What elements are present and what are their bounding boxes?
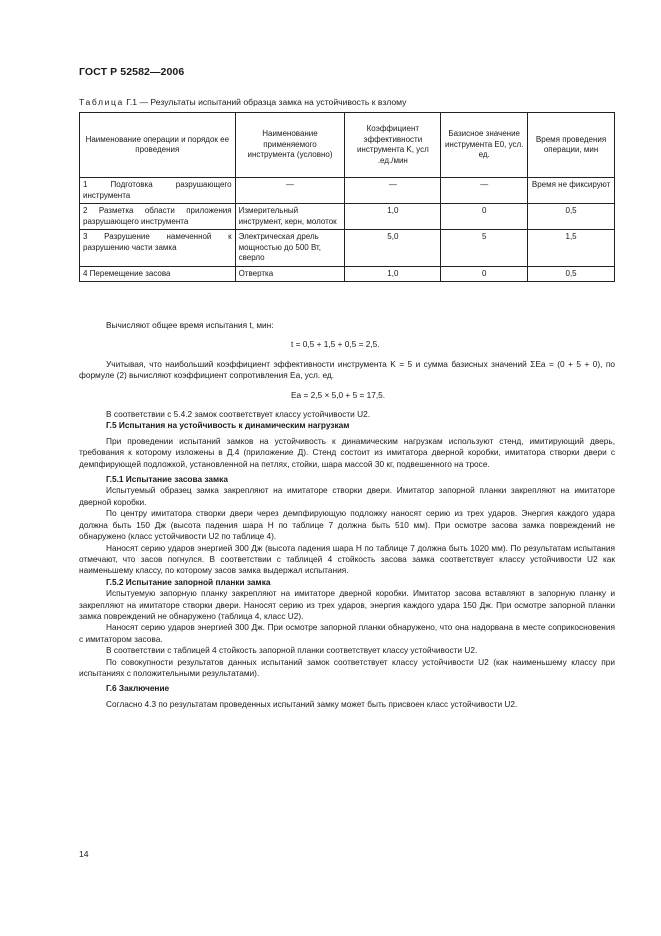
formula-total-time: t = 0,5 + 1,5 + 0,5 = 2,5. xyxy=(291,339,380,350)
paragraph: Согласно 4.3 по результатам проведенных испытаний замку может быть присвоен класс устойчивости U2. xyxy=(106,698,518,709)
table-header-cell: Наименование применяемого инструмента (условно) xyxy=(235,113,345,178)
paragraph: Наносят серию ударов энергией 300 Дж (высота падения шара H по таблице 7 должна быть 1020 мм). По результатам испытания отмечают, что засов погнулся. В соответствии с таблицей 4 стойкость засова замка соответствует классу устойчивости U2 как наименьшему классу, по которому засов замка выдержал испытания. xyxy=(79,542,615,576)
paragraph: В соответствии с 5.4.2 замок соответствует классу устойчивости U2. xyxy=(106,409,370,420)
table-cell: 1,0 xyxy=(345,266,441,282)
paragraph: По центру имитатора створки двери через демпфирующую подложку наносят серию из трех ударов. Энергия каждого удара должна быть 150 Дж (высота падения шара H по таблице 7 должна быть 510 мм). При осмотре засова замка повреждений не обнаружено (класс устойчивости U2 по таблице 4). xyxy=(79,508,615,542)
table-cell: 5,0 xyxy=(345,230,441,267)
table-header-cell: Коэффициент эффективности инструмента K, усл .ед./мин xyxy=(345,113,441,178)
body-text xyxy=(79,320,615,710)
table-cell: 1,5 xyxy=(528,230,615,267)
table-cell: 5 xyxy=(441,230,528,267)
table-cell: 0 xyxy=(441,266,528,282)
table-cell: 2 Разметка области приложения разрушающего инструмента xyxy=(80,204,236,230)
table-row xyxy=(80,266,615,282)
page-number: 14 xyxy=(79,849,89,859)
paragraph: Наносят серию ударов энергией 300 Дж. При осмотре запорной планки обнаружено, что она надорвана в месте соприкосновения с имитатором засова. xyxy=(79,622,615,644)
table-row xyxy=(80,178,615,204)
table-header-row xyxy=(80,113,615,178)
paragraph: В соответствии с таблицей 4 стойкость запорной планки соответствует классу устойчивости U2. xyxy=(106,645,478,656)
table-cell: 3 Разрушение намеченной к разрушению части замка xyxy=(80,230,236,267)
table-header-cell: Наименование операции и порядок ее проведения xyxy=(80,113,236,178)
table-cell: Электрическая дрель мощностью до 500 Вт, сверло xyxy=(235,230,345,267)
section-heading: Г.5.1 Испытание засова замка xyxy=(106,474,228,485)
paragraph: Учитывая, что наибольший коэффициент эффективности инструмента K = 5 и сумма базисных значений ΣEa = (0 + 5 + 0), по формуле (2) вычисляют коэффициент сопротивления Ea, усл. ед. xyxy=(79,358,615,381)
table-cell: Измерительный инструмент, керн, молоток xyxy=(235,204,345,230)
table-caption-text: Г.1 — Результаты испытаний образца замка на устойчивость к взлому xyxy=(126,97,407,107)
section-heading: Г.6 Заключение xyxy=(106,683,170,694)
table-cell: 4 Перемещение засова xyxy=(80,266,236,282)
paragraph: Испытуемый образец замка закрепляют на имитаторе створки двери. Имитатор запорной планки закрепляют на имитаторе дверной коробки. xyxy=(79,485,615,507)
table-caption-label: Таблица xyxy=(79,97,124,107)
paragraph: По совокупности результатов данных испытаний замок соответствует классу устойчивости U2 (как наименьшему классу при испытаниях с положительными результатами). xyxy=(79,656,615,678)
section-heading: Г.5 Испытания на устойчивость к динамическим нагрузкам xyxy=(106,420,350,431)
table-row xyxy=(80,230,615,267)
document-code: ГОСТ Р 52582—2006 xyxy=(79,66,185,78)
table-cell: Отвертка xyxy=(235,266,345,282)
section-heading: Г.5.2 Испытание запорной планки замка xyxy=(106,576,271,587)
table-cell: 0,5 xyxy=(528,204,615,230)
table-cell: 0 xyxy=(441,204,528,230)
table-cell: — xyxy=(345,178,441,204)
paragraph: При проведении испытаний замков на устойчивость к динамическим нагрузкам используют стенд, имитирующий дверь, требования к которому изложены в Д.4 (приложение Д). Стенд состоит из имитатора дверной коробки, имитатора створки двери с демпфирующей подложкой, установленной на петлях, стойки, шара массой 30 кг, подвешенного на тросе. xyxy=(79,435,615,469)
table-cell: 1 Подготовка разрушающего инструмента xyxy=(80,178,236,204)
paragraph: Вычисляют общее время испытания t, мин: xyxy=(106,320,274,330)
table-cell: 1,0 xyxy=(345,204,441,230)
table-cell: — xyxy=(441,178,528,204)
table-header-cell: Время проведения операции, мин xyxy=(528,113,615,178)
table-cell: 0,5 xyxy=(528,266,615,282)
table-cell: — xyxy=(235,178,345,204)
paragraph: Испытуемую запорную планку закрепляют на имитаторе дверной коробки. Имитатор засова вставляют в запорную планку и закрепляют на имитаторе створки двери. Наносят серию из трех ударов, энергия каждого удара 150 Дж. При осмотре запорной планки замка повреждений не обнаружено (таблица 4, класс U2). xyxy=(79,588,615,621)
table-cell: Время не фиксируют xyxy=(528,178,615,204)
table-header-cell: Базисное значение инструмента E0, усл. ед. xyxy=(441,113,528,178)
formula-resistance: Ea = 2,5 × 5,0 + 5 = 17,5. xyxy=(291,389,386,400)
table-caption xyxy=(79,97,406,107)
results-table xyxy=(79,112,615,282)
table-row xyxy=(80,204,615,230)
